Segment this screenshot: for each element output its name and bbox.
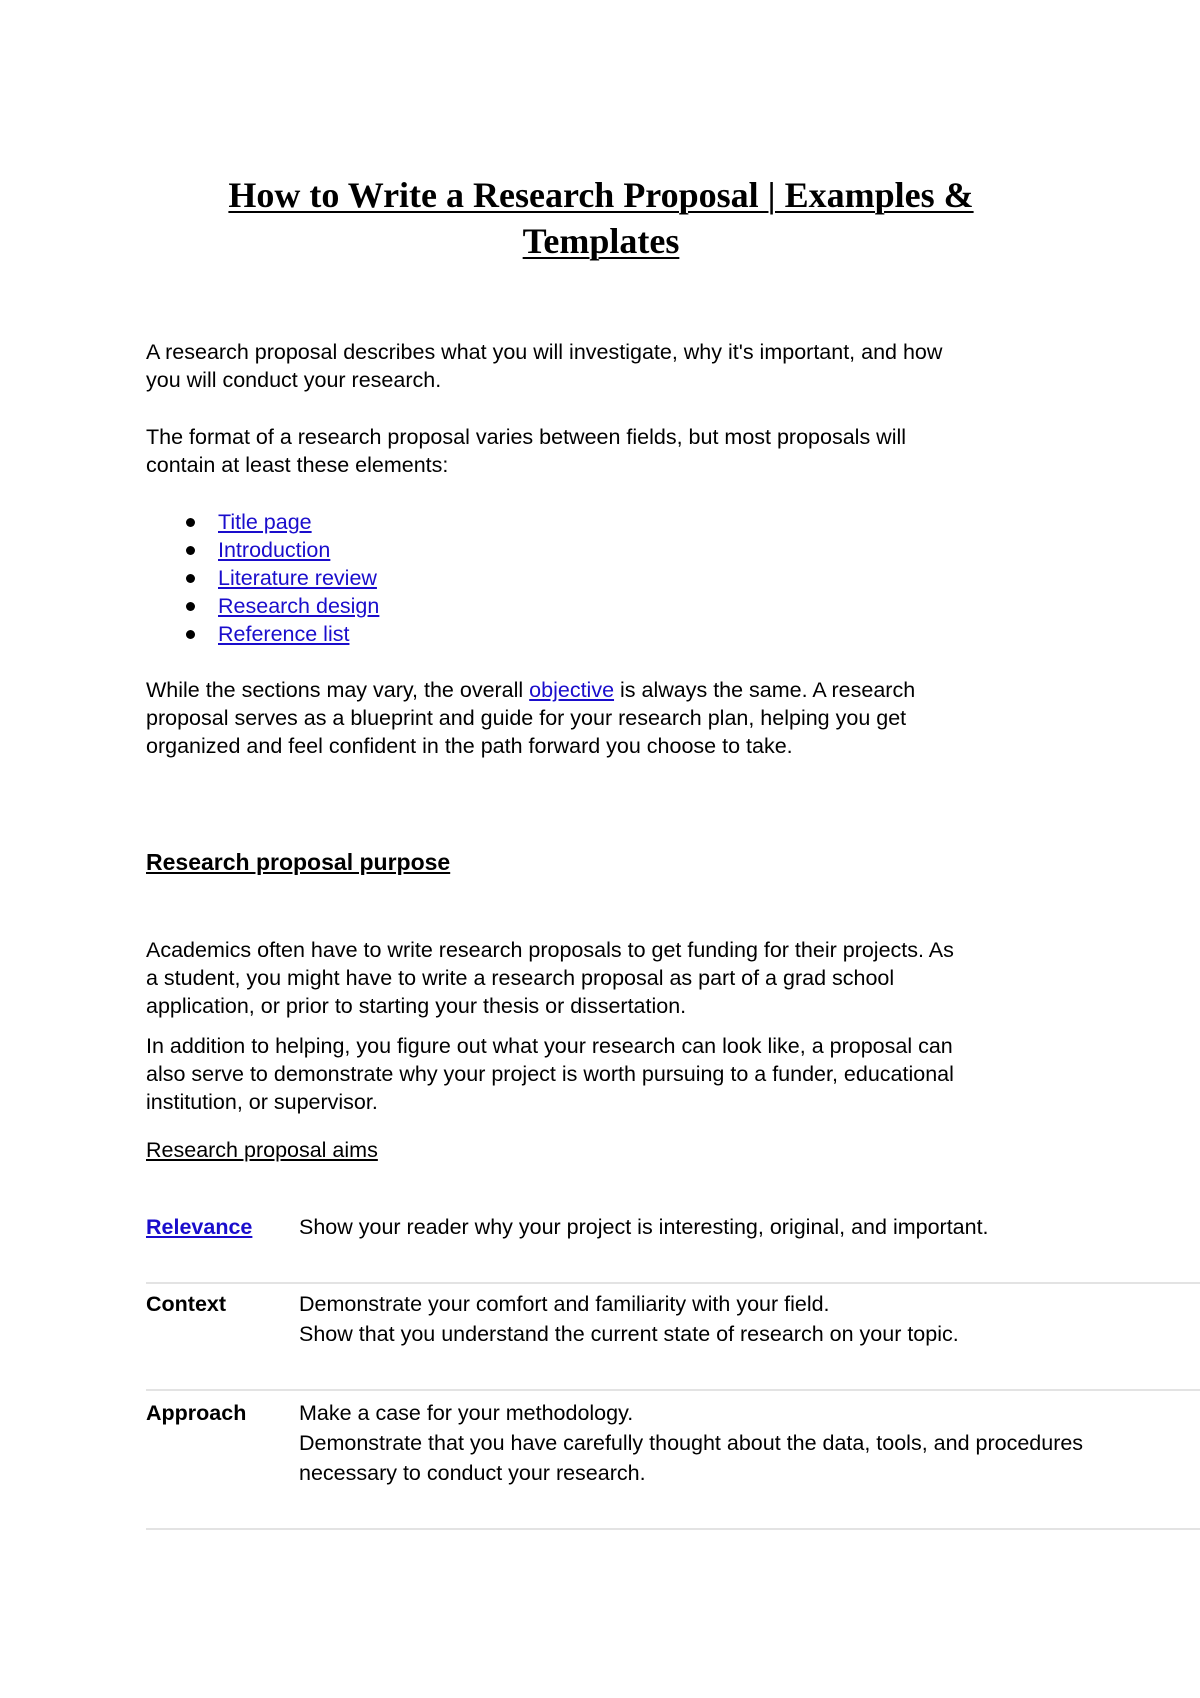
- bullet-icon: [186, 602, 195, 611]
- link-reference-list[interactable]: Reference list: [218, 622, 350, 646]
- purpose-p2-line-2: also serve to demonstrate why your project is worth pursuing to a funder, educational: [146, 1062, 954, 1086]
- row-divider: [146, 1282, 1200, 1284]
- bullet-icon: [186, 630, 195, 639]
- objective-text-post: is always the same. A research: [614, 678, 916, 702]
- row-divider: [146, 1389, 1200, 1391]
- link-literature-review[interactable]: Literature review: [218, 566, 377, 590]
- aim-desc-line: Make a case for your methodology.: [299, 1401, 634, 1425]
- list-item: [146, 508, 379, 536]
- link-introduction[interactable]: Introduction: [218, 538, 331, 562]
- bullet-icon: [186, 546, 195, 555]
- list-item: [146, 620, 379, 648]
- aims-heading: Research proposal aims: [146, 1138, 378, 1162]
- intro-line-2: you will conduct your research.: [146, 368, 442, 392]
- list-item: [146, 536, 379, 564]
- purpose-paragraph-1: [146, 936, 1076, 1020]
- objective-line-2: proposal serves as a blueprint and guide for your research plan, helping you get: [146, 706, 907, 730]
- list-item: [146, 564, 379, 592]
- purpose-p1-line-2: a student, you might have to write a research proposal as part of a grad school: [146, 966, 895, 990]
- title-line-2: Templates: [522, 221, 680, 261]
- aim-desc-line: Show your reader why your project is interesting, original, and important.: [299, 1215, 989, 1239]
- objective-line-3: organized and feel confident in the path forward you choose to take.: [146, 734, 793, 758]
- bullet-icon: [186, 574, 195, 583]
- format-line-1: The format of a research proposal varies between fields, but most proposals will: [146, 425, 907, 449]
- aim-label-approach: Approach: [146, 1401, 247, 1425]
- objective-paragraph: [146, 676, 1076, 760]
- aim-label-relevance[interactable]: Relevance: [146, 1215, 253, 1239]
- link-title-page[interactable]: Title page: [218, 510, 312, 534]
- purpose-p1-line-3: application, or prior to starting your thesis or dissertation.: [146, 994, 687, 1018]
- title-line-1: How to Write a Research Proposal | Examples &: [228, 175, 974, 215]
- aim-desc-relevance: [299, 1212, 1199, 1242]
- intro-line-1: A research proposal describes what you will investigate, why it's important, and how: [146, 340, 943, 364]
- purpose-p1-line-1: Academics often have to write research proposals to get funding for their projects. As: [146, 938, 954, 962]
- list-item: [146, 592, 379, 620]
- link-objective[interactable]: objective: [529, 678, 615, 702]
- link-research-design[interactable]: Research design: [218, 594, 380, 618]
- intro-paragraph: [146, 338, 1076, 394]
- aim-desc-line: Demonstrate that you have carefully thought about the data, tools, and procedures: [299, 1431, 1084, 1455]
- aim-desc-approach: [299, 1398, 1199, 1488]
- aim-desc-line: necessary to conduct your research.: [299, 1461, 646, 1485]
- elements-list: [146, 508, 379, 648]
- bullet-icon: [186, 518, 195, 527]
- aim-desc-line: Demonstrate your comfort and familiarity with your field.: [299, 1292, 830, 1316]
- section-heading-purpose: Research proposal purpose: [146, 849, 451, 875]
- aim-desc-context: [299, 1289, 1199, 1349]
- row-divider: [146, 1528, 1200, 1530]
- objective-text-pre: While the sections may vary, the overall: [146, 678, 530, 702]
- purpose-p2-line-1: In addition to helping, you figure out what your research can look like, a proposal can: [146, 1034, 953, 1058]
- purpose-paragraph-2: [146, 1032, 1076, 1116]
- format-line-2: contain at least these elements:: [146, 453, 449, 477]
- format-paragraph: [146, 423, 1076, 479]
- aim-desc-line: Show that you understand the current state of research on your topic.: [299, 1322, 959, 1346]
- aim-label-context: Context: [146, 1292, 227, 1316]
- purpose-p2-line-3: institution, or supervisor.: [146, 1090, 378, 1114]
- page-title: [140, 172, 1062, 264]
